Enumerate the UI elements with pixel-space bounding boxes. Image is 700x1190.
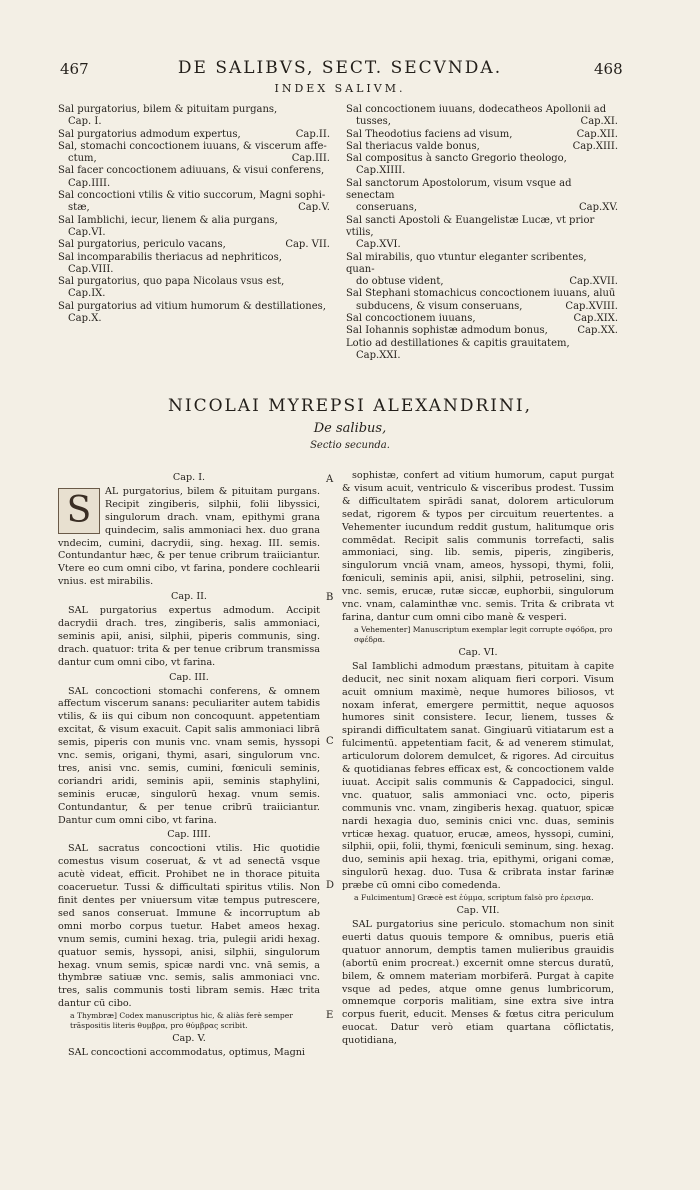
index-entry [346,325,618,337]
index-entry [346,276,618,288]
chapter-heading: Cap. IIII. [167,829,211,841]
index-entry [346,338,618,350]
footnote: a Thymbræ] Codex manuscriptus hic, & aliàs ferè semper trāspositis literis θυμβρα, pro θύμβρας scribit. [70,1011,293,1031]
index-entry [346,153,618,165]
footnote: a Vehementer] Manuscriptum exemplar legit corrupte σφόδρα, pro σφέδρα. [354,624,613,644]
chapter-heading: Cap. VI. [458,646,498,658]
index-chapter-ref: Cap.XII. [576,128,618,140]
index-entry-text: Cap.X. [68,313,102,325]
body-paragraph: Sal Iamblichi admodum præstans, pituitam à capite deducit, nec sinit noxam aliquam fieri corpori. Visum acuit omnium maximè, neque humores biliosos, vt noxam inferat, emergere permittit, neque aquosos humores sinit consistere. Iecur, lienem, tusses & spirandi difficultatem sanat. Gingiuarū vitiatarum est a fulcimentū. appetentiam facit, & ad venerem stimulat, articulorum dolorem demulcet, & rigores. Ad circuitus & quotidianas febres efficax est, & concoctionem valde iuuat. Accipit salis communis & Cappadocici, singul. vnc. quatuor, salis ammoniaci vnc. octo, piperis communis vnc. vnam, zingiberis hexag. quatuor, spicæ nardi hexagia duo, seminis cnici vnc. duas, seminis vrticæ hexag. quatuor, erucæ, ameos, hyssopi, cumini, silphii, opii, folii, thymi, fœniculi seminum, sing. hexag. duo, seminis apii hexag. tria, epithymi, origani comæ, singulorū hexag. duo. Tusa & cribrata instar farinæ præbe cū omni cibo comedenda. [342,660,614,892]
chapter-heading: Cap. VII. [456,905,500,917]
index-chapter-ref: Cap.XVII. [569,276,618,288]
index-entry-text: Cap.IIII. [68,177,111,189]
index-entry-text: Sal Iohannis sophistæ admodum bonus, [346,325,548,337]
index-chapter-ref: Cap.XIII. [572,140,618,152]
decorated-initial: S [58,488,100,534]
margin-letter-b: B [326,592,334,603]
index-entry [346,301,618,313]
body-paragraph: SAL purgatorius sine periculo. stomachum non sinit euerti datus quouis tempore & omnibus, pueris etiā quatuor annorum, demptis tamen mulieribus grauidis (abortū enim procreat.) excernit omne stercus duratū, bilem, & omnem materiam morbiferā. Purgat à capite vsque ad pedes, atque omne genus lumbricorum, omnemque corporis malitiam, sine extra sive intra corpus fuerit, educit. Menses & fœtus citra periculum euocat. Datur verò etiam quartana cōflictatis, quotidiana, [342,919,614,1047]
treatise-subtitle: De salibus, [313,421,387,436]
chapter-heading: Cap. II. [171,591,207,603]
page-number-right: 468 [594,60,623,78]
index-right-column [346,104,618,362]
index-entry [58,153,330,165]
index-chapter-ref: Cap.III. [291,153,330,165]
index-entry-text: Cap. I. [68,116,102,128]
index-entry [346,202,618,214]
index-chapter-ref: Cap.XX. [577,325,618,337]
index-entry [58,252,330,264]
margin-letter-d: D [326,880,335,891]
index-entry [58,276,330,288]
page-number-left: 467 [60,60,89,78]
index-entry [346,178,618,203]
index-entry [346,252,618,277]
index-entry-text: Sal compositus à sancto Gregorio theologo, [346,153,567,165]
body-paragraph: SAL sacratus concoctioni vtilis. Hic quotidie comestus visum coseruat, & vt ad senectā vsque acutè videat, efficit. Prohibet ne in thorace pituita coaceruetur. Tussi & difficultati spiritus vtilis. Non finit dentes per vniuersum vitæ tempus putrescere, sed sanos conseruat. Immune & incorruptum ab omni morbo corpus tuetur. Habet ameos hexag. vnum semis, cumini hexag. tria, pulegii aridi hexag. quatuor semis, hyssopi, anisi, silphii, singulorum hexag. vnum semis, spicæ nardi vnc. vnā semis, a thymbræ satiuæ vnc. semis, salis ammoniaci vnc. tres, salis communis tosti libram semis. Hæc trita dantur cū cibo. [58,843,320,1010]
index-entry [58,264,330,276]
index-entry-text: Cap.XIIII. [356,165,406,177]
body-paragraph: SAL purgatorius expertus admodum. Accipit dacrydii drach. tres, zingiberis, salis ammoniaci, seminis apii, anisi, silphii, piperis communis, sing. drach. quatuor: trita & per tenue cribrum transmissa dantur cum omni cibo, vt farina. [58,605,320,668]
index-entry-text: Cap.XXI. [356,349,401,361]
body-paragraph: sophistæ, confert ad vitium humorum, caput purgat & visum acuit, ventriculo & visceribus prodest. Tussim & difficultatem spirādi sanat, dolorem articulorum sedat, rigorem & typos per circuitum reuertentes. a Vehementer iucundum reddit gustum, halitumque oris commēdat. Recipit salis communis torrefacti, salis ammoniaci, sing. lib. semis, piperis, zingiberis, singulorum vnciā vnam, ameos, hyssopi, thymi, folii, fœniculi, seminis apii, anisi, silphii, petroselini, sing. vnc. semis, erucæ, rutæ siccæ, euphorbii, singulorum vnc. vnam, calaminthæ vnc. semis. Trita & cribrata vt farina, dantur cum omni cibo manè & vesperi. [342,470,614,623]
index-entry [346,116,618,128]
index-entry [346,141,618,153]
index-chapter-ref: Cap.XVIII. [565,300,618,312]
index-entry-text: Sal purgatorius, periculo vacans, [58,239,226,251]
index-entry-text: Lotio ad destillationes & capitis grauitatem, [346,337,570,349]
index-entry [58,313,330,325]
index-entry [58,104,330,116]
index-entry [58,301,330,313]
index-entry [346,129,618,141]
index-chapter-ref: Cap.XIX. [573,313,618,325]
index-entry-text: Sal facer concoctionem adiuuans, & visui conferens, [58,165,325,177]
margin-letter-a: A [326,474,334,485]
index-entry [58,227,330,239]
index-entry-text: Sal concoctionem iuuans, dodecatheos Apollonii ad [346,104,607,115]
margin-letter-e: E [326,1010,334,1021]
treatise-title: NICOLAI MYREPSI ALEXANDRINI, [167,396,533,416]
chapter-heading: Cap. V. [172,1033,206,1045]
index-entry-text: do obtuse vident, [356,276,444,288]
index-entry-text: Sal Iamblichi, iecur, lienem & alia purgans, [58,214,278,226]
index-title: INDEX SALIVM. [274,82,406,95]
index-left-column [58,104,330,325]
index-entry [58,215,330,227]
index-entry-text: Sal purgatorius ad vitium humorum & destillationes, [58,300,326,312]
body-paragraph: SAL concoctioni stomachi conferens, & omnem affectum viscerum sanans: peculiariter autem tabidis vtilis, & iis qui cibum non concoquunt. appetentiam excitat, & visum exacuit. Capit salis ammoniaci librā semis, piperis con munis vnc. vnam semis, hyssopi vnc. semis, origani, thymi, asari, singulorum vnc. tres, anisi vnc. semis, cumini, fœniculi seminis, coriandri aridi, seminis apii, seminis staphylini, seminis erucæ, singulorū hexag. vnum semis. Contundantur, & per tenue cribrū traiiciantur. Dantur cum omni cibo, vt farina. [58,685,320,826]
index-chapter-ref: Cap.II. [295,128,330,140]
index-entry-text: Sal purgatorius, bilem & pituitam purgans, [58,104,278,115]
index-entry [346,165,618,177]
index-entry-text: Sal sanctorum Apostolorum, visum vsque ad senectam [346,177,572,202]
text-column-left [58,470,320,1060]
index-chapter-ref: Cap. VII. [285,239,330,251]
index-entry [58,178,330,190]
index-entry [58,288,330,300]
margin-letter-c: C [326,736,334,747]
index-entry-text: Sal, stomachi concoctionem iuuans, & viscerum affe- [58,140,327,152]
body-paragraph: AL purgatorius, bilem & pituitam purgans. Recipit zingiberis, silphii, folii libyssici, singulorum drach. vnam, epithymi grana quindecim, salis ammoniaci hex. duo grana vndecim, cumini, dacrydii, sing. hexag. III. semis. Contundantur hæc, & per tenue cribrum traiiciantur. Vtere eo cum omni cibo, vt farina, pondere cochlearii vnius. est mirabilis. [58,485,320,588]
index-entry [346,104,618,116]
running-title: DE SALIBVS, SECT. SECVNDA. [177,58,503,78]
index-entry-text: tusses, [356,116,391,128]
index-entry-text: Sal concoctioni vtilis & vitio succorum, Magni sophi- [58,190,326,202]
index-entry-text: stæ, [68,202,90,214]
index-entry-text: Cap.XVI. [356,239,401,251]
index-entry [346,239,618,251]
text-column-right [342,470,614,1048]
chapter-heading: Cap. I. [172,472,206,483]
index-entry [58,129,330,141]
footnote: a Fulcimentum] Græcè est ἐύμμα, scriptum falsò pro ἐρεισμα. [354,893,594,903]
index-entry-text: Sal concoctionem iuuans, [346,313,476,325]
index-entry [58,190,330,202]
index-chapter-ref: Cap.XV. [579,202,618,214]
index-entry-text: conseruans, [356,202,418,214]
index-entry-text: Sal sancti Apostoli & Euangelistæ Lucæ, vt prior vtilis, [346,214,595,238]
index-chapter-ref: Cap.XI. [580,116,618,128]
index-entry [58,141,330,153]
body-paragraph: SAL concoctioni accommodatus, optimus, Magni [68,1047,305,1059]
index-entry [346,215,618,240]
index-entry [58,239,330,251]
index-entry-text: Sal theriacus valde bonus, [346,140,480,152]
index-chapter-ref: Cap.V. [298,202,330,214]
index-entry [58,116,330,128]
index-entry-text: Sal purgatorius, quo papa Nicolaus vsus est, [58,276,285,288]
index-entry [58,202,330,214]
index-entry [346,313,618,325]
index-entry-text: Cap.VI. [68,226,106,238]
index-entry [346,288,618,300]
index-entry-text: ctum, [68,153,97,165]
index-entry-text: Sal Stephani stomachicus concoctionem iuuans, aluū [346,288,616,300]
index-entry-text: Sal Theodotius faciens ad visum, [346,128,513,140]
index-entry-text: Cap.IX. [68,288,106,300]
index-entry-text: Sal incomparabilis theriacus ad nephriticos, [58,251,282,263]
index-entry-text: Cap.VIII. [68,263,114,275]
index-entry-text: subducens, & visum conseruans, [356,300,523,312]
index-entry [58,165,330,177]
index-entry-text: Sal mirabilis, quo vtuntur eleganter scribentes, quan- [346,251,587,275]
section-label: Sectio secunda. [310,440,390,451]
chapter-heading: Cap. III. [169,671,209,683]
index-entry-text: Sal purgatorius admodum expertus, [58,128,241,140]
index-entry [346,350,618,362]
